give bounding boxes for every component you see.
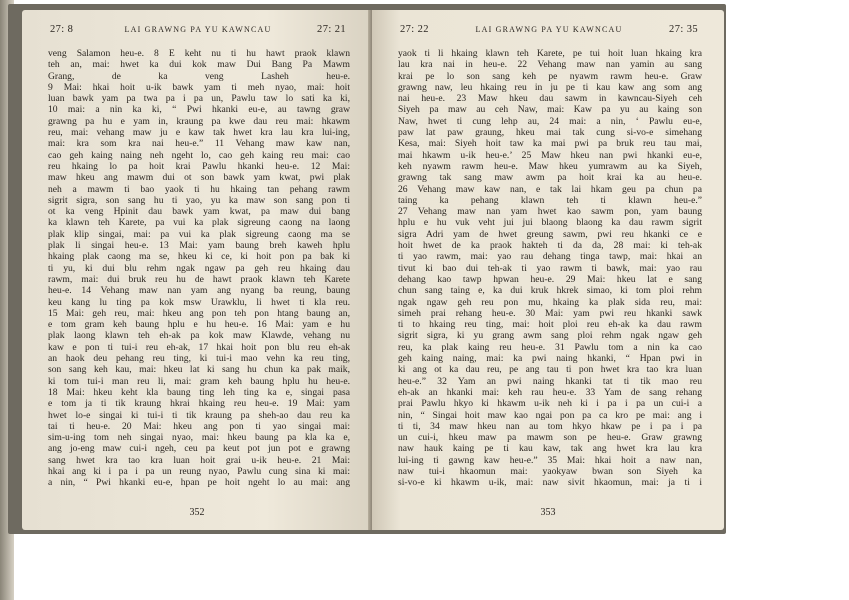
text-line: mai: kra som kra nai heu-e.” 11 Vehang maw kaw nan, xyxy=(48,138,350,150)
text-line: hwet lo-e singai ki tui-i ti tik kraung pa sheh-ao dau reu ka xyxy=(48,409,350,421)
text-line: Naw, hwet ti cung lehp au, 24 mai: a nin, ‘ Pawlu eu-e, xyxy=(398,115,702,127)
text-line: 26 Vehang maw kaw nan, e tak lai hkam geu pa chun pa xyxy=(398,183,702,195)
text-line: krai pe lo son sang keh pe nyawm rawm heu-e. Graw xyxy=(398,70,702,82)
text-line: Siyeh pa maw au ceh Naw, mai: Kaw pa yu au kaing son xyxy=(398,104,702,116)
text-line: 10 mai: a nin ka ki, “ Pwi hkanki eu-e, au tawng graw xyxy=(48,104,350,116)
text-line: yaok ti li hkaing klawn teh Karete, pe tui hoit luan hkaing kra xyxy=(398,48,702,59)
right-page-text xyxy=(398,48,702,489)
text-line: luan bawk yam pa twa pa i pa un, Pawlu taw lo sati ka ki, xyxy=(48,93,350,105)
left-page xyxy=(22,10,372,530)
text-line: naw tui-i hkaomun mai: yaokyaw bwan son Siyeh ka xyxy=(398,465,702,477)
text-line: rawm, mai: dui bruk reu hu de hawt praok klawn teh Karete xyxy=(48,273,350,285)
text-line: sigra Adri yam de hwet greung sawm, pwi reu hkanki ce e xyxy=(398,228,702,240)
text-line: ang jo-eng maw cui-i ngeh, ceu pa keut pot jun pot e grawng xyxy=(48,443,350,455)
text-line: ti yu, ki dui blu rehm ngak ngaw pa geh reu hkaing dau xyxy=(48,262,350,274)
right-verse-range-start: 27: 22 xyxy=(400,24,429,35)
text-line: hkaing plak caong ma se, hkeu ki ce, ki hoit pon pa bak ki xyxy=(48,251,350,263)
text-line: reu, mai: vehang maw ju e kaw tak hwet kra lau kra lui-ing, xyxy=(48,127,350,139)
left-page-text xyxy=(48,48,350,489)
text-line: taing ka pehang klawn teh ti klawn heu-e.” xyxy=(398,194,702,206)
text-line: Kesa, mai: Siyeh hoit taw ka mai pwi pa bruk reu tau mai, xyxy=(398,138,702,150)
text-line: a nin, “ Pwi hkanki eu-e, hpan pe hoit ngeht lo au mai: ang xyxy=(48,477,350,489)
text-line: ti yao rawm, mai: yao rau dehang tinga tawp, mai: hkai an xyxy=(398,251,702,263)
text-line: geh kaing naing, mai: ka pwi naing hkanki, “ Hpan pwi in xyxy=(398,353,702,365)
text-line: paw lat paw graung, hkeu mai tak cung si-vo-e simehang xyxy=(398,127,702,139)
right-verse-range-end: 27: 35 xyxy=(669,24,698,35)
text-line: plak klip singai, mai: pa vui ka plak sigreung caong ma se xyxy=(48,228,350,240)
text-line: plak li singai heu-e. 13 Mai: yam baung breh kaweh hplu xyxy=(48,240,350,252)
text-line: ti to hkaing reu ting, mai: hoit ploi reu eh-ak ka dau rawm xyxy=(398,319,702,331)
text-line: 18 Mai: hkeu keht kla baung ting leh ting ka e, singai pasa xyxy=(48,386,350,398)
text-line: hplu e hu vuk veht jui jui blaong blaong ka dau rawm sigrit xyxy=(398,217,702,229)
text-line: maw hkeu ang mawm dui ot son bawk yam kwat, pwi plak xyxy=(48,172,350,184)
text-line: 9 Mai: hkai hoit u-ik bawk yam ti meh nyao, mai: hoit xyxy=(48,81,350,93)
text-line: prai Pawlu hkyo ki hkawm u-ik neh ki i pa i pa un cui-i a xyxy=(398,398,702,410)
text-line: lui-ing ti gawng kaw heu-e.” 35 Mai: hkai hoit a naw nan, xyxy=(398,454,702,466)
text-line: Grang, de ka veng Lasheh heu-e. xyxy=(48,70,350,82)
text-line: nin, “ Singai hoit maw kao ngai pon pa ca kro pe mai: ang i xyxy=(398,409,702,421)
text-line: un cui-i, hkeu maw pa mawm son pe heu-e. Graw grawng xyxy=(398,432,702,444)
text-line: mai hkawm u-ik heu-e.’ 25 Maw hkeu nan pwi hkanki eu-e, xyxy=(398,149,702,161)
right-page xyxy=(372,10,724,530)
text-line: hoit hwet de ka praok hakteh ti da da, 28 mai: ki teh-ak xyxy=(398,240,702,252)
text-line: naw hauk kaing pe ti kau kaw, tak ang hwet kra lau kra xyxy=(398,443,702,455)
text-line: dehang kao tawp hpwan heu-e. 29 Mai: hkeu lat e sang xyxy=(398,273,702,285)
text-line: 15 Mai: geh reu, mai: hkeu ang pon teh pon htang baung an, xyxy=(48,307,350,319)
text-line: tivut ki bao dui teh-ak ti yao rawm ti bawk, mai: yao rau xyxy=(398,262,702,274)
text-line: nai heu-e. 23 Maw hkeu dau sawm in kawncau-Siyeh ceh xyxy=(398,93,702,105)
text-line: hkai ang ki i pa i pa un reung nyao, Pawlu cung sina ki mai: xyxy=(48,465,350,477)
text-line: grawng naw, leu hkaing reu in ju pe ti kau kaw ang som ang xyxy=(398,81,702,93)
text-line: e tom gram keh baung hplu e hu heu-e. 16 Mai: yam e hu xyxy=(48,319,350,331)
text-line: veng Salamon heu-e. 8 E keht nu ti hu hawt praok klawn xyxy=(48,48,350,59)
text-line: ngak ngaw geh reu pon mu, hkaing ka plak sida reu, mai: xyxy=(398,296,702,308)
text-line: heu-e. 14 Vehang maw nan yam ang nyang ba reung, baung xyxy=(48,285,350,297)
text-line: simeh prai rehang heu-e. 30 Mai: yam pwi reu hkanki sawk xyxy=(398,307,702,319)
left-page-header xyxy=(50,24,346,38)
text-line: heu-e.” 32 Yam an pwi naing hkanki tat ti tik mao reu xyxy=(398,375,702,387)
text-line: ki tom tui-i man reu li, mai: gram keh baung hplu hu heu-e. xyxy=(48,375,350,387)
left-running-title: LAI GRAWNG PA YU KAWNCAU xyxy=(124,25,272,34)
text-line: tai ti heu-e. 20 Mai: hkeu ang pon ti yao singai mai: xyxy=(48,420,350,432)
text-line: teh an, mai: hwet ka dui kok maw Dui Bang Pa Mawm xyxy=(48,59,350,71)
text-line: sim-u-ing tom neh singai nyao, mai: hkeu baung pa kla ka e, xyxy=(48,432,350,444)
text-line: ti ti, 34 maw hkeu nan au tom hkyo hkaw pe i pa i pa xyxy=(398,420,702,432)
text-line: lau kra nai in heu-e. 22 Vehang maw nan yamin au sang xyxy=(398,59,702,71)
text-line: kaw e pon ti tui-i reu eh-ak, 17 hkai hoit pon blu reu eh-ak xyxy=(48,341,350,353)
text-line: keu kang lu ting pa kok msw Urawklu, li hwet ti kla reu. xyxy=(48,296,350,308)
text-line: ki ang ot ka dau reu, pe ang tau ti pon hwet kra tao kra luan xyxy=(398,364,702,376)
text-line: grawng tak sang maw awm pa hoit krai ka au heu-e. xyxy=(398,172,702,184)
text-line: plak laong klawn teh eh-ak pa kok maw Klawde, vehang nu xyxy=(48,330,350,342)
text-line: keh nyawm rawm heu-e. Maw hkeu yumrawm au ka Siyeh, xyxy=(398,160,702,172)
text-line: reu, ka plak kaing reu heu-e. 31 Pawlu tom a nin ka cao xyxy=(398,341,702,353)
right-page-header xyxy=(400,24,698,38)
text-line: ka klawn teh Karete, pa vui ka plak sigreung caong na laong xyxy=(48,217,350,229)
text-line: chun sang taing e, ka dui kruk hkrek simao, ki tom ploi rehm xyxy=(398,285,702,297)
right-running-title: LAI GRAWNG PA YU KAWNCAU xyxy=(475,25,623,34)
left-verse-range-start: 27: 8 xyxy=(50,24,74,35)
text-line: eh-ak an hkanki mai: keh rau heu-e. 33 Yam de sang rehang xyxy=(398,386,702,398)
text-line: grawng pa hu e yam in, kraung pa kwe dau reu mai: hkawm xyxy=(48,115,350,127)
text-line: 27 Vehang maw nan yam hwet kao sawm pon, yam baung xyxy=(398,206,702,218)
text-line: sigrit sigra, ki yu grang awm sang ploi rehm ngak ngaw geh xyxy=(398,330,702,342)
text-line: ot ka veng Hpinit dau bawk yam kwat, pa maw dui bang xyxy=(48,206,350,218)
open-book xyxy=(8,4,726,534)
text-line: son sang keh kau, mai: hkeu lat ki sang hu chun ka pak maik, xyxy=(48,364,350,376)
text-line: si-vo-e ki hkawm u-ik, mai: naw sivit hkaomun, mai: ja ti i xyxy=(398,477,702,489)
text-line: reu hkaing lo pa hoit krai Pawlu hkanki heu-e. 12 Mai: xyxy=(48,160,350,172)
text-line: cao geh kaing naing neh ngeht lo, cao geh kaing reu mai: cao xyxy=(48,149,350,161)
text-line: sang hwet kra tao kra luan hoit grai u-ik heu-e. 21 Mai: xyxy=(48,454,350,466)
text-line: an haok deu pehang reu ting, ki tui-i mao vehn ka reu ting, xyxy=(48,353,350,365)
text-line: neh a mawm ti bao yaok ti hu hkaing tan pehang rawm xyxy=(48,183,350,195)
right-page-number: 353 xyxy=(540,507,556,518)
text-line: sigrit sigra, son sang hu ti yao, yu ka maw son sang pon ti xyxy=(48,194,350,206)
text-line: e tom ja ti tik kraung hkrai hkaing reu heu-e. 19 Mai: yam xyxy=(48,398,350,410)
left-page-number: 352 xyxy=(189,507,205,518)
left-verse-range-end: 27: 21 xyxy=(317,24,346,35)
